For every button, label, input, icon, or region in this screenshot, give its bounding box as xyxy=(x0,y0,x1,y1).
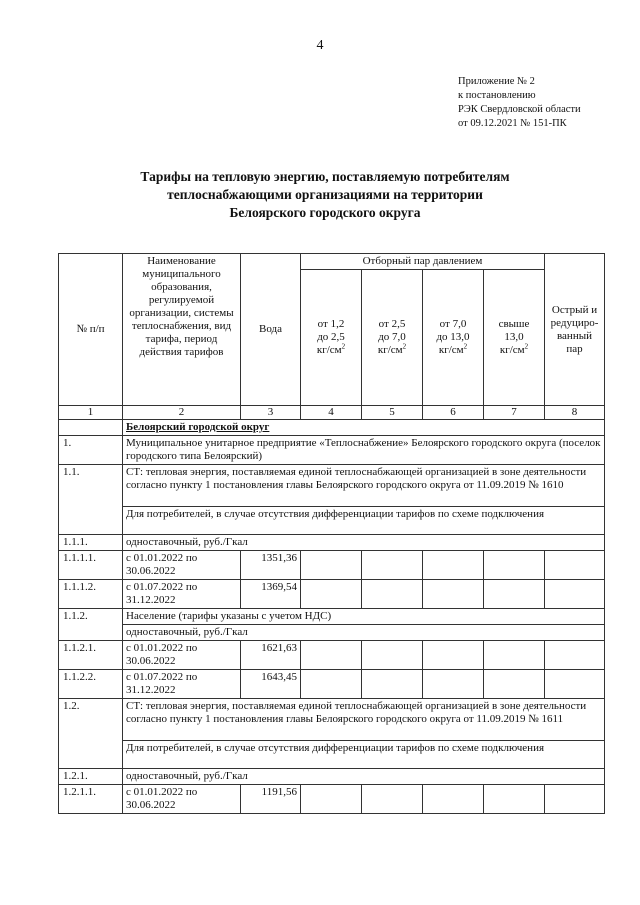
header-water: Вода xyxy=(241,254,301,406)
col-index: 6 xyxy=(423,406,484,420)
appendix-line: от 09.12.2021 № 151-ПК xyxy=(458,118,567,129)
header-pressure-2: от 2,5 до 7,0 $кг/см^2$ xyxy=(362,270,423,406)
water-tariff-value: 1621,63 xyxy=(241,641,301,670)
water-tariff-value: 1369,54 xyxy=(241,580,301,609)
water-tariff-value: 1643,45 xyxy=(241,670,301,699)
table-row: 1. Муниципальное унитарное предприятие «Теплоснабжение» Белоярского городского округа (поселок городского типа Белоярский) xyxy=(59,436,605,465)
region-name: Белоярский городской округ xyxy=(126,421,270,433)
col-index: 5 xyxy=(362,406,423,420)
table-row: 1.1.2. Население (тарифы указаны с учетом НДС) xyxy=(59,609,605,625)
table-row: 1.1.1.2. с 01.07.2022 по 31.12.2022 1369,54 xyxy=(59,580,605,609)
appendix-line: Приложение № 2 xyxy=(458,76,535,87)
header-name: Наименование муниципального образования, регулируемой организации, системы теплоснабжения, вид тарифа, период действия тарифов xyxy=(123,254,241,406)
table-row: одноставочный, руб./Гкал xyxy=(59,625,605,641)
table-row: 1.1.2.1. с 01.01.2022 по 30.06.2022 1621,63 xyxy=(59,641,605,670)
col-index: 1 xyxy=(59,406,123,420)
table-row: 1.2. СТ: тепловая энергия, поставляемая единой теплоснабжающей организацией в зоне деятельности согласно пункту 1 постановления главы Белоярского городского округа от 11.09.2019 № 1611 xyxy=(59,699,605,741)
table-row: 1.1.2.2. с 01.07.2022 по 31.12.2022 1643,45 xyxy=(59,670,605,699)
col-index: 4 xyxy=(301,406,362,420)
table-row: 1.2.1. одноставочный, руб./Гкал xyxy=(59,769,605,785)
col-index: 7 xyxy=(484,406,545,420)
water-tariff-value: 1351,36 xyxy=(241,551,301,580)
header-steam-group: Отборный пар давлением xyxy=(301,254,545,270)
table-row: 1.2.1.1. с 01.01.2022 по 30.06.2022 1191,56 xyxy=(59,785,605,814)
col-index: 8 xyxy=(545,406,605,420)
header-pressure-4: свыше 13,0 $кг/см^2$ xyxy=(484,270,545,406)
document-title: Тарифы на тепловую энергию, поставляемую потребителям теплоснабжающими организациями на территории Белоярского городского округа xyxy=(140,169,510,220)
page-number: 4 xyxy=(316,38,324,53)
table-row: Для потребителей, в случае отсутствия дифференциации тарифов по схеме подключения xyxy=(59,741,605,769)
appendix-block xyxy=(458,75,581,131)
water-tariff-value: 1191,56 xyxy=(241,785,301,814)
tariff-table xyxy=(58,253,605,814)
table-row: 1.1. СТ: тепловая энергия, поставляемая единой теплоснабжающей организацией в зоне деятельности согласно пункту 1 постановления главы Белоярского городского округа от 11.09.2019 № 1610 xyxy=(59,465,605,507)
table-row: 1.1.1. одноставочный, руб./Гкал xyxy=(59,535,605,551)
appendix-line: РЭК Свердловской области xyxy=(458,104,581,115)
appendix-line: к постановлению xyxy=(458,90,536,101)
header-sharp-steam: Острый и редуциро-ванный пар xyxy=(545,254,605,406)
column-index-row xyxy=(59,406,605,420)
col-index: 3 xyxy=(241,406,301,420)
table-row: Для потребителей, в случае отсутствия дифференциации тарифов по схеме подключения xyxy=(59,507,605,535)
header-num: № п/п xyxy=(59,254,123,406)
header-pressure-1: от 1,2 до 2,5 $кг/см^2$ xyxy=(301,270,362,406)
header-pressure-3: от 7,0 до 13,0 $кг/см^2$ xyxy=(423,270,484,406)
table-row: 1.1.1.1. с 01.01.2022 по 30.06.2022 1351,36 xyxy=(59,551,605,580)
col-index: 2 xyxy=(123,406,241,420)
